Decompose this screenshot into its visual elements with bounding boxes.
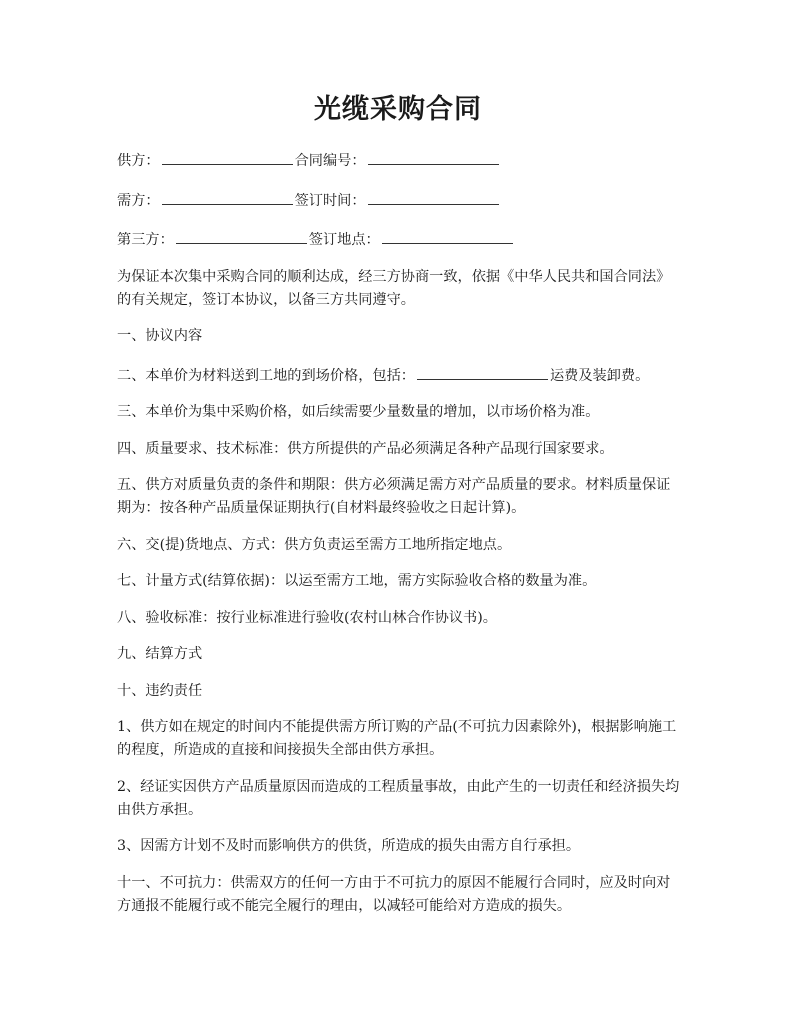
section-2-text: 二、本单价为材料送到工地的到场价格，包括： [117, 367, 415, 384]
third-party-blank [176, 226, 307, 244]
section-paragraph: 三、本单价为集中采购价格，如后续需要少量数量的增加，以市场价格为准。 [117, 404, 600, 420]
third-party-label: 第三方： [117, 232, 174, 248]
page-title: 光缆采购合同 [314, 94, 482, 125]
signing-place-label: 签订地点： [308, 232, 380, 248]
section-paragraph: 六、交(提)货地点、方式：供方负责运至需方工地所指定地点。 [117, 536, 512, 553]
section-heading: 一、协议内容 [117, 328, 203, 344]
section-paragraph: 八、验收标准：按行业标准进行验收(农村山林合作协议书)。 [117, 609, 497, 626]
document-body [117, 147, 683, 931]
header-field-row [117, 226, 683, 252]
buyer-blank [162, 187, 293, 205]
contract-number-label: 合同编号： [294, 153, 366, 169]
buyer-label: 需方： [117, 192, 160, 209]
included-costs-blank [417, 362, 548, 380]
signing-time-label: 签订时间： [294, 192, 366, 209]
liability-paragraph: 1、供方如在规定的时间内不能提供需方所订购的产品(不可抗力因素除外)，根据影响施工的程度，所造成的直接和间接损失全部由供方承担。 [117, 719, 677, 758]
section-paragraph: 十一、不可抗力：供需双方的任何一方由于不可抗力的原因不能履行合同时，应及时向对方通报不能履行或不能完全履行的理由，以减轻可能给对方造成的损失。 [117, 874, 671, 914]
header-field-row [117, 147, 683, 173]
section-heading: 十、违约责任 [117, 682, 203, 699]
section-paragraph: 四、质量要求、技术标准：供方所提供的产品必须满足各种产品现行国家要求。 [117, 440, 614, 457]
liability-paragraph: 2、经证实因供方产品质量原因而造成的工程质量事故，由此产生的一切责任和经济损失均由供方承担。 [117, 778, 680, 818]
intro-paragraph: 为保证本次集中采购合同的顺利达成，经三方协商一致，依据《中华人民共和国合同法》的有关规定，签订本协议，以备三方共同遵守。 [117, 268, 671, 308]
supplier-label: 供方： [117, 153, 160, 169]
section-2-tail: 运费及装卸费。 [549, 367, 650, 384]
section-paragraph: 七、计量方式(结算依据)：以运至需方工地，需方实际验收合格的数量为准。 [117, 573, 597, 589]
liability-paragraph: 3、因需方计划不及时而影响供方的供货，所造成的损失由需方自行承担。 [117, 838, 581, 854]
supplier-blank [162, 147, 293, 165]
section-paragraph [117, 362, 683, 388]
signing-time-blank [368, 187, 499, 205]
contract-number-blank [368, 147, 499, 165]
section-paragraph: 五、供方对质量负责的条件和期限：供方必须满足需方对产品质量的要求。材料质量保证期为：按各种产品质量保证期执行(自材料最终验收之日起计算)。 [117, 477, 671, 516]
header-field-row [117, 187, 683, 213]
section-heading: 九、结算方式 [117, 646, 203, 662]
signing-place-blank [382, 226, 513, 244]
